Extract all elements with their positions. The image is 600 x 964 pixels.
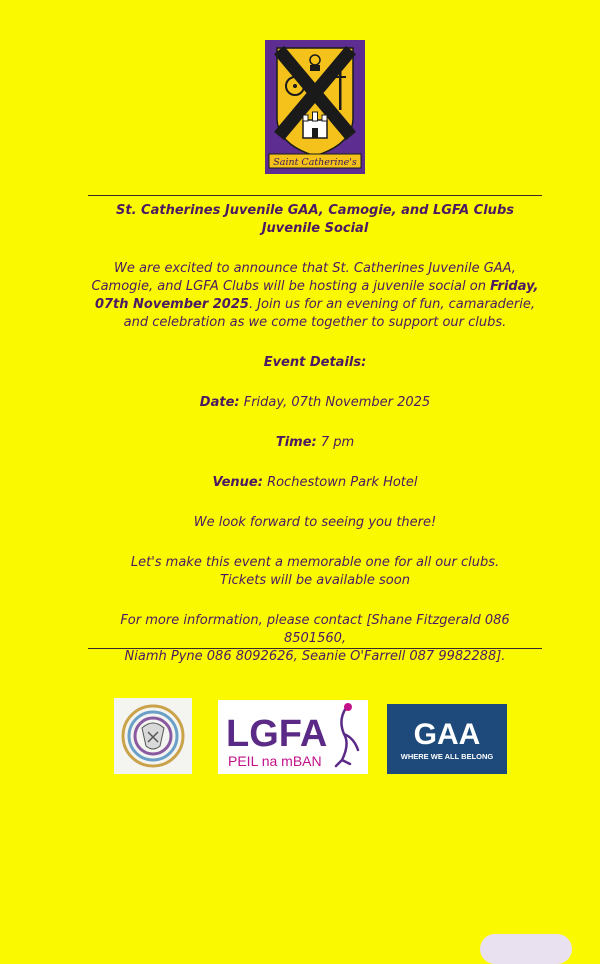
intro-date: Friday, 07th November 2025 (94, 279, 539, 312)
venue-label: Venue: (212, 475, 263, 490)
bottom-divider (88, 648, 542, 649)
top-divider (88, 195, 542, 196)
contact-line-1: For more information, please contact [Shane Fitzgerald 086 8501560, (120, 613, 510, 646)
camogie-logo-icon (114, 698, 192, 774)
intro-text-after: . Join us for an evening of fun, camaraderie, and celebration as we come together to support our clubs. (123, 297, 536, 330)
crest-scroll-text: Saint Catherine's (273, 157, 357, 168)
contact-line-2: Niamh Pyne 086 8092626, Seanie O'Farrell 087 9982288]. (124, 649, 506, 664)
tickets-text: Tickets will be available soon (220, 573, 410, 588)
intro-paragraph (88, 260, 542, 332)
event-venue (88, 474, 542, 492)
sponsor-logos (0, 698, 600, 778)
gaa-logo-text: GAA (413, 718, 481, 751)
lgfa-logo-text: LGFA (226, 713, 328, 755)
time-value: 7 pm (316, 435, 355, 450)
event-details-heading: Event Details: (263, 355, 367, 370)
chat-widget-button[interactable] (480, 934, 572, 964)
event-time (88, 434, 542, 452)
time-label: Time: (275, 435, 317, 450)
date-value: Friday, 07th November 2025 (239, 395, 431, 410)
date-label: Date: (199, 395, 240, 410)
club-crest-icon (265, 40, 365, 174)
lgfa-logo (218, 700, 368, 774)
page-title: St. Catherines Juvenile GAA, Camogie, and LGFA Clubs Juvenile Social (116, 203, 514, 236)
venue-value: Rochestown Park Hotel (262, 475, 418, 490)
event-date (88, 394, 542, 412)
intro-text-before: We are excited to announce that St. Catherines Juvenile GAA, Camogie, and LGFA Clubs will be hosting a juvenile social on (91, 261, 516, 294)
gaa-logo (387, 704, 507, 774)
look-forward-text: We look forward to seeing you there! (193, 515, 437, 530)
announcement-body (88, 202, 542, 666)
lgfa-logo-subtext: PEIL na mBAN (228, 753, 322, 769)
memorable-text: Let's make this event a memorable one for all our clubs. (130, 555, 500, 570)
gaa-logo-subtext: WHERE WE ALL BELONG (400, 752, 494, 761)
